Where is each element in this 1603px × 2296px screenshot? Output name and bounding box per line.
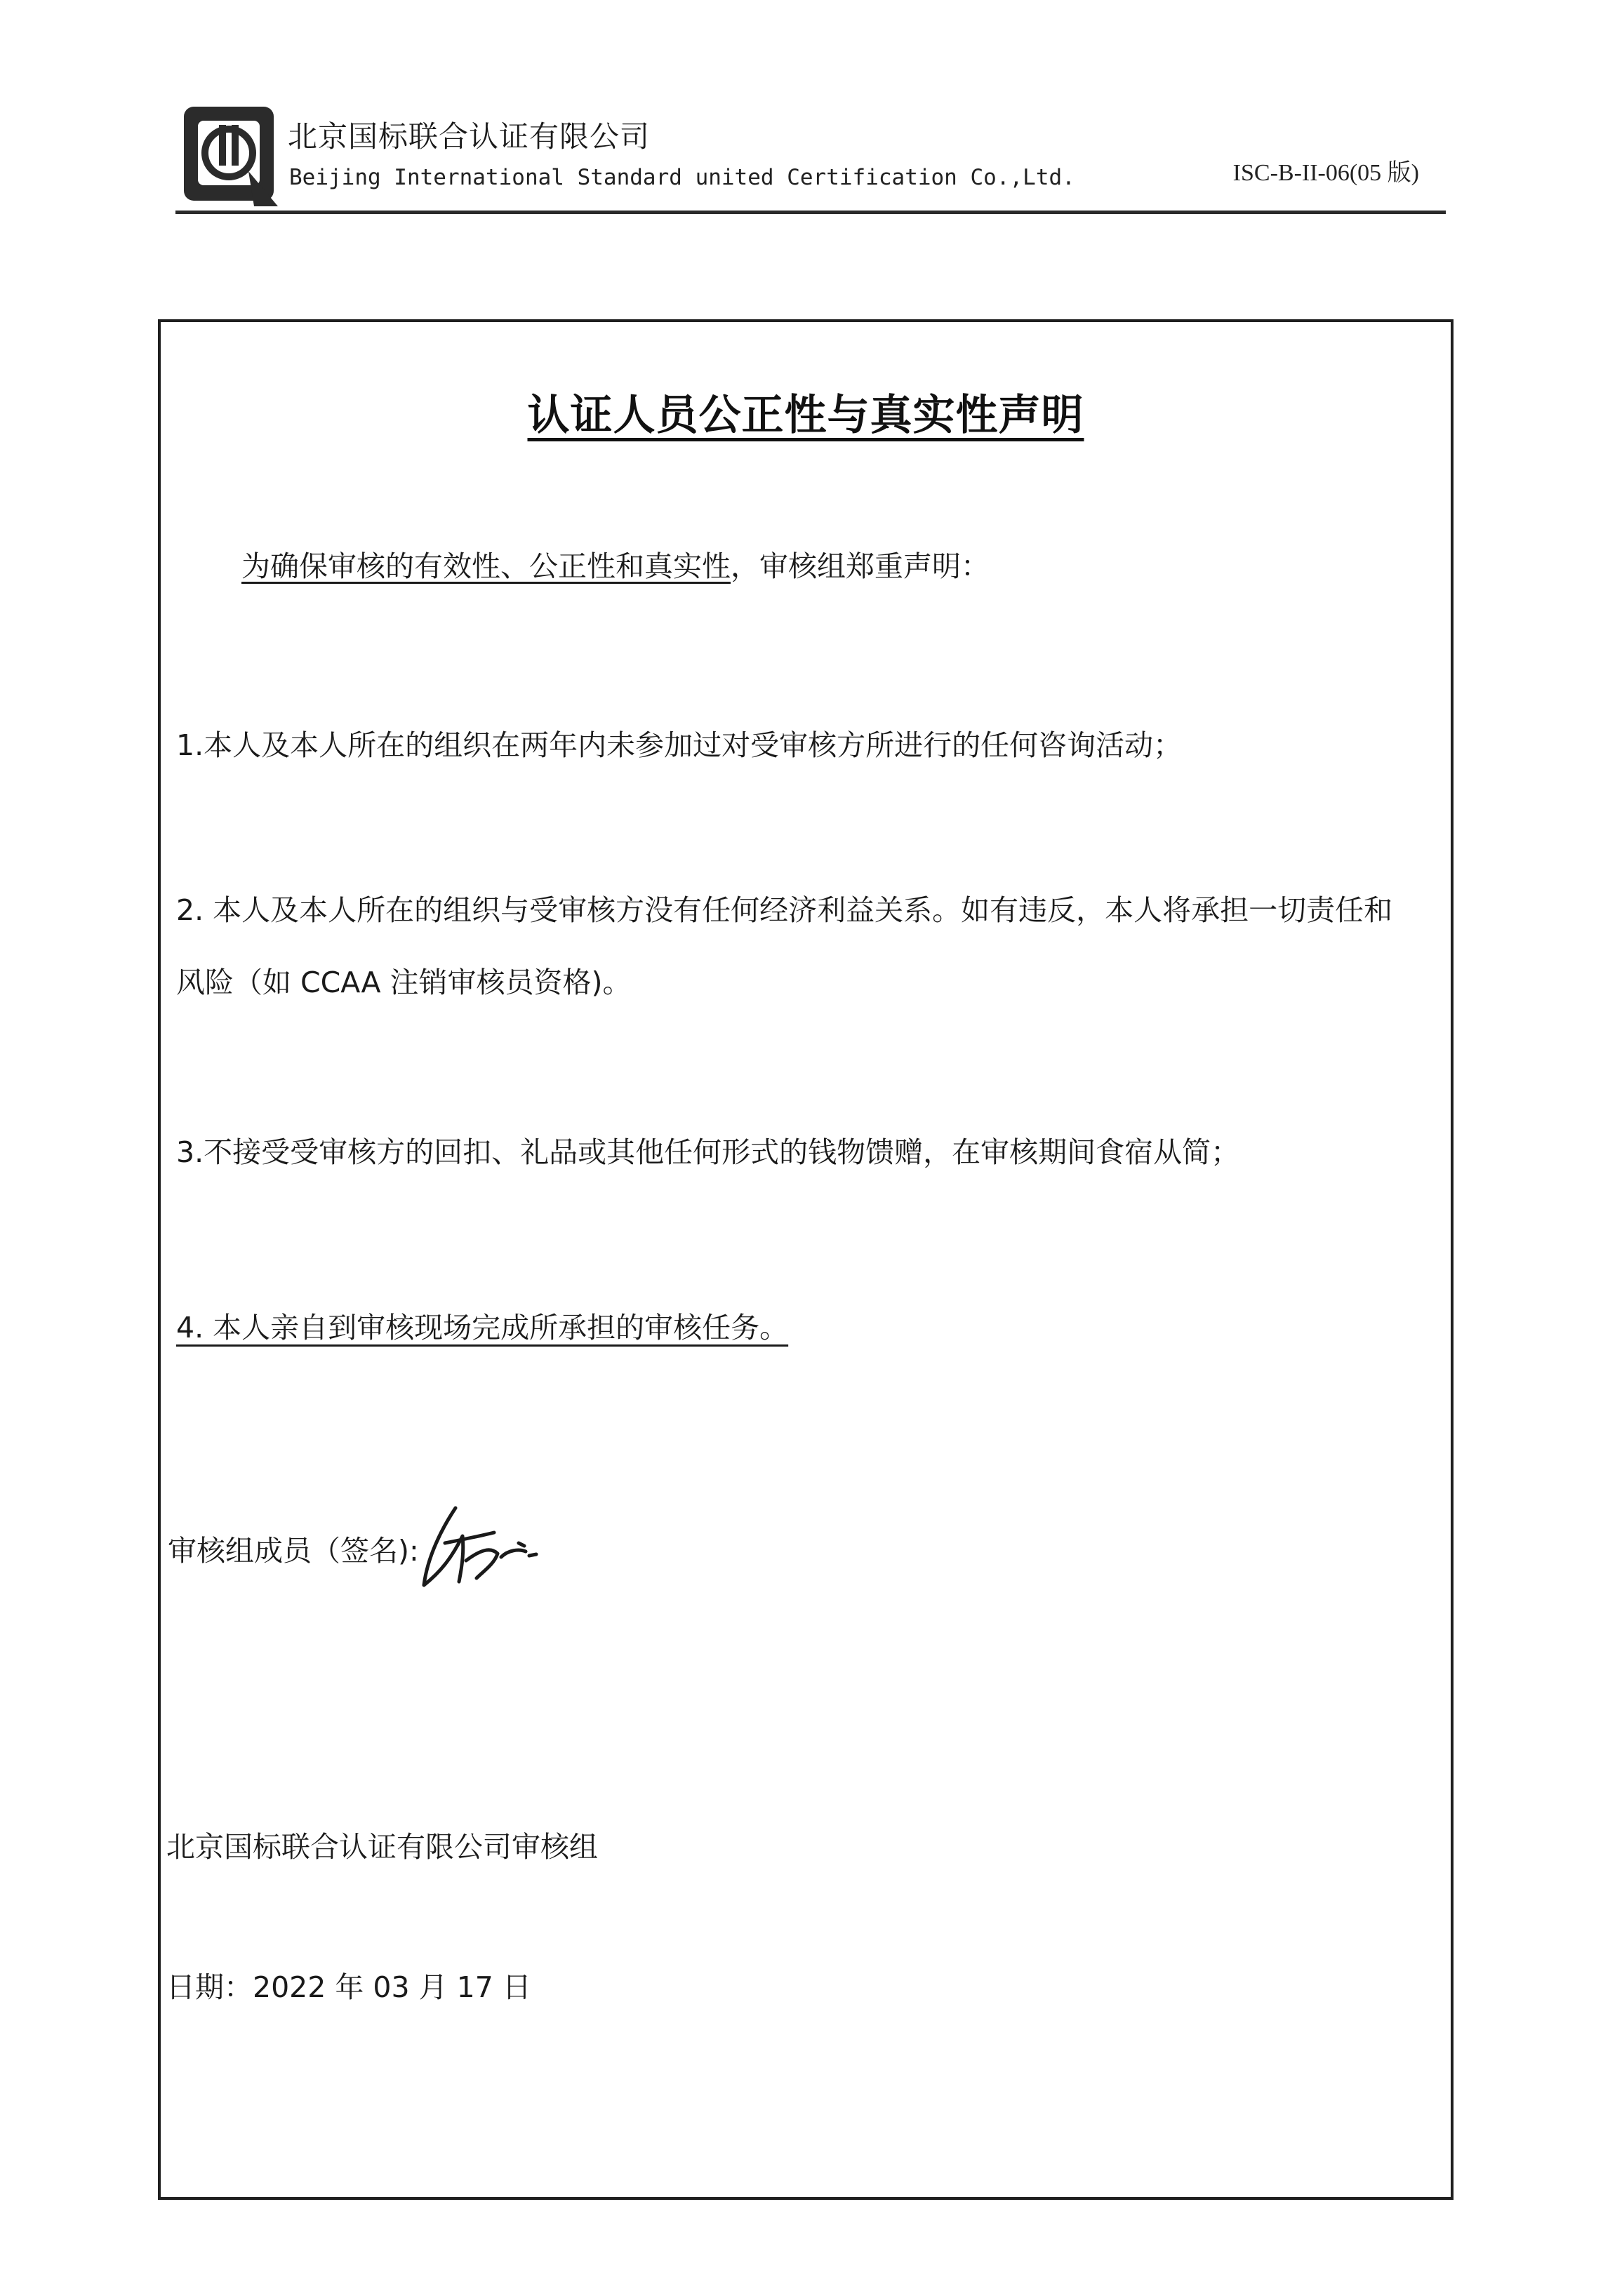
company-name-cn: 北京国标联合认证有限公司: [288, 119, 651, 154]
company-logo-icon: [181, 104, 281, 209]
declaration-item-2-line-2: 风险（如 CCAA 注销审核员资格)。: [176, 966, 632, 999]
declaration-date: 日期：2022 年 03 月 17 日: [166, 1970, 531, 2004]
declaration-item-1: 1.本人及本人所在的组织在两年内未参加过对受审核方所进行的任何咨询活动；: [176, 728, 1183, 762]
audit-team-name: 北京国标联合认证有限公司审核组: [166, 1830, 598, 1864]
intro-underlined-text: 为确保审核的有效性、公正性和真实性: [241, 549, 731, 583]
header-divider: [175, 211, 1446, 214]
handwritten-signature-icon: [413, 1494, 554, 1599]
declaration-frame: [158, 319, 1454, 2200]
intro-rest-text: ，审核组郑重声明：: [731, 549, 990, 583]
document-header: [175, 98, 1446, 218]
declaration-item-4: 4. 本人亲自到审核现场完成所承担的审核任务。: [176, 1311, 789, 1344]
document-title: [161, 382, 1451, 442]
declaration-item-3: 3.不接受受审核方的回扣、礼品或其他任何形式的钱物馈赠，在审核期间食宿从简；: [176, 1135, 1240, 1169]
form-code: ISC-B-II-06(05 版): [1232, 160, 1419, 186]
intro-paragraph: [241, 543, 990, 585]
declaration-item-2-line-1: 2. 本人及本人所在的组织与受审核方没有任何经济利益关系。如有违反，本人将承担一切责任和: [176, 893, 1393, 927]
document-title-text: 认证人员公正性与真实性声明: [527, 391, 1084, 440]
signature-label: 审核组成员（签名):: [168, 1534, 419, 1568]
company-name-en: Beijing International Standard united Certification Co.,Ltd.: [289, 165, 1075, 190]
